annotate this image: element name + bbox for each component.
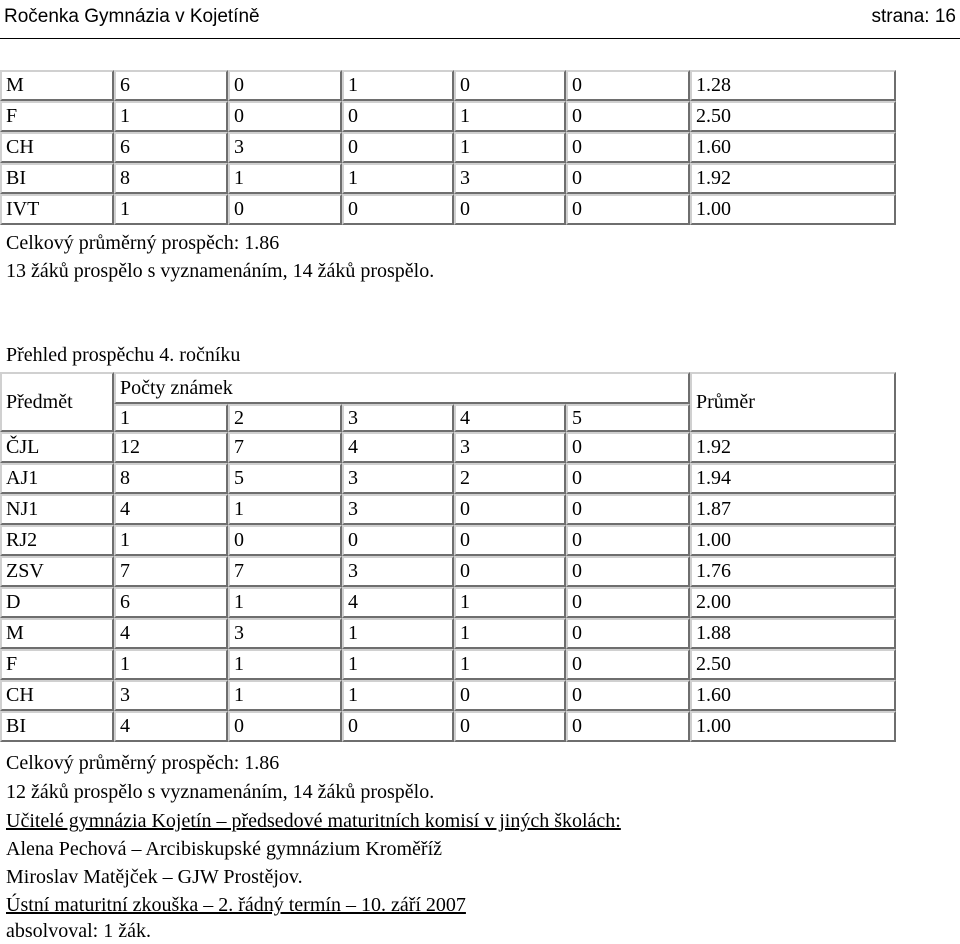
grade-count-cell: 1 <box>114 525 228 556</box>
exam-line: absolvoval: 1 žák. <box>6 920 151 942</box>
grade-count-cell: 0 <box>566 649 690 680</box>
subject-cell: BI <box>0 711 114 742</box>
grade-count-cell: 0 <box>566 463 690 494</box>
subject-cell: NJ1 <box>0 494 114 525</box>
grade-header-cell: 2 <box>228 404 342 432</box>
grade-count-cell: 6 <box>114 70 228 101</box>
grade-count-cell: 0 <box>454 494 566 525</box>
grades-table-4th-year <box>0 372 896 742</box>
grade-count-cell: 6 <box>114 587 228 618</box>
grade-count-cell: 0 <box>454 194 566 225</box>
grade-header-cell: 3 <box>342 404 454 432</box>
grade-count-cell: 0 <box>342 194 454 225</box>
grade-count-cell: 4 <box>114 711 228 742</box>
grade-header-cell: 1 <box>114 404 228 432</box>
subject-cell: CH <box>0 132 114 163</box>
average-cell: 1.76 <box>690 556 896 587</box>
average-cell: 1.28 <box>690 70 896 101</box>
document-title: Ročenka Gymnázia v Kojetíně <box>4 6 260 27</box>
table-row <box>0 163 896 194</box>
grade-count-cell: 1 <box>454 587 566 618</box>
summary1-average: Celkový průměrný prospěch: 1.86 <box>6 232 280 254</box>
subject-cell: AJ1 <box>0 463 114 494</box>
table-row <box>0 680 896 711</box>
average-cell: 2.50 <box>690 649 896 680</box>
grade-count-cell: 3 <box>228 132 342 163</box>
average-cell: 1.00 <box>690 194 896 225</box>
average-cell: 1.00 <box>690 525 896 556</box>
col-average-header: Průměr <box>690 372 896 432</box>
average-cell: 2.00 <box>690 587 896 618</box>
average-cell: 1.92 <box>690 163 896 194</box>
grade-count-cell: 4 <box>114 618 228 649</box>
grade-count-cell: 3 <box>342 556 454 587</box>
average-cell: 1.94 <box>690 463 896 494</box>
grade-count-cell: 8 <box>114 463 228 494</box>
subject-cell: ČJL <box>0 432 114 463</box>
grade-count-cell: 0 <box>228 70 342 101</box>
grade-count-cell: 4 <box>114 494 228 525</box>
col-counts-header: Počty známek <box>114 372 690 404</box>
subject-cell: M <box>0 70 114 101</box>
grade-count-cell: 1 <box>114 194 228 225</box>
average-cell: 1.60 <box>690 680 896 711</box>
grade-count-cell: 0 <box>228 711 342 742</box>
table-row <box>0 494 896 525</box>
grade-count-cell: 0 <box>454 711 566 742</box>
subject-cell: M <box>0 618 114 649</box>
average-cell: 1.92 <box>690 432 896 463</box>
page-number: strana: 16 <box>871 6 956 27</box>
grade-count-cell: 0 <box>342 711 454 742</box>
grade-count-cell: 0 <box>228 525 342 556</box>
grade-count-cell: 0 <box>566 711 690 742</box>
header-rule <box>0 38 960 39</box>
table-row <box>0 711 896 742</box>
grade-count-cell: 0 <box>566 132 690 163</box>
grade-count-cell: 2 <box>454 463 566 494</box>
grade-count-cell: 1 <box>342 70 454 101</box>
grade-count-cell: 0 <box>342 101 454 132</box>
grade-count-cell: 0 <box>454 556 566 587</box>
table-row <box>0 525 896 556</box>
grade-count-cell: 1 <box>228 649 342 680</box>
subject-cell: IVT <box>0 194 114 225</box>
subject-cell: F <box>0 101 114 132</box>
table-row <box>0 132 896 163</box>
grade-count-cell: 7 <box>228 556 342 587</box>
grade-count-cell: 12 <box>114 432 228 463</box>
subject-cell: BI <box>0 163 114 194</box>
grades-table-continued <box>0 70 896 225</box>
grade-count-cell: 1 <box>342 680 454 711</box>
subject-cell: D <box>0 587 114 618</box>
grade-count-cell: 8 <box>114 163 228 194</box>
grade-count-cell: 0 <box>566 101 690 132</box>
grade-count-cell: 1 <box>114 649 228 680</box>
col-subject-header: Předmět <box>0 372 114 432</box>
teacher-line-1: Alena Pechová – Arcibiskupské gymnázium Kroměříž <box>6 838 442 860</box>
grade-count-cell: 3 <box>454 432 566 463</box>
grade-count-cell: 1 <box>342 649 454 680</box>
grade-count-cell: 0 <box>566 525 690 556</box>
grade-count-cell: 4 <box>342 587 454 618</box>
exam-heading: Ústní maturitní zkouška – 2. řádný termín – 10. září 2007 <box>6 894 466 916</box>
table-row <box>0 70 896 101</box>
average-cell: 2.50 <box>690 101 896 132</box>
grade-count-cell: 1 <box>114 101 228 132</box>
grade-count-cell: 5 <box>228 463 342 494</box>
grade-count-cell: 0 <box>228 194 342 225</box>
table-row <box>0 618 896 649</box>
grade-count-cell: 7 <box>114 556 228 587</box>
grade-count-cell: 0 <box>454 70 566 101</box>
grade-header-cell: 5 <box>566 404 690 432</box>
grade-count-cell: 0 <box>566 70 690 101</box>
table-row <box>0 101 896 132</box>
table-row <box>0 587 896 618</box>
grade-count-cell: 3 <box>454 163 566 194</box>
grade-count-cell: 4 <box>342 432 454 463</box>
grade-count-cell: 3 <box>228 618 342 649</box>
teacher-line-2: Miroslav Matějček – GJW Prostějov. <box>6 866 303 888</box>
table-row <box>0 432 896 463</box>
table-row <box>0 194 896 225</box>
grade-count-cell: 6 <box>114 132 228 163</box>
grade-header-cell: 4 <box>454 404 566 432</box>
subject-cell: RJ2 <box>0 525 114 556</box>
grade-count-cell: 0 <box>566 618 690 649</box>
grade-count-cell: 3 <box>342 463 454 494</box>
teachers-heading: Učitelé gymnázia Kojetín – předsedové maturitních komisí v jiných školách: <box>6 810 621 832</box>
summary1-result: 13 žáků prospělo s vyznamenáním, 14 žáků prospělo. <box>6 260 435 282</box>
grade-count-cell: 3 <box>342 494 454 525</box>
section4-heading: Přehled prospěchu 4. ročníku <box>6 344 241 366</box>
grade-count-cell: 1 <box>342 163 454 194</box>
grade-count-cell: 0 <box>566 163 690 194</box>
grade-count-cell: 0 <box>454 525 566 556</box>
grade-count-cell: 0 <box>566 432 690 463</box>
grade-count-cell: 0 <box>342 525 454 556</box>
grade-count-cell: 0 <box>228 101 342 132</box>
table-row <box>0 649 896 680</box>
section4-average: Celkový průměrný prospěch: 1.86 <box>6 752 280 774</box>
section4-result: 12 žáků prospělo s vyznamenáním, 14 žáků prospělo. <box>6 781 435 803</box>
average-cell: 1.00 <box>690 711 896 742</box>
grade-count-cell: 1 <box>454 649 566 680</box>
grade-count-cell: 0 <box>566 494 690 525</box>
average-cell: 1.87 <box>690 494 896 525</box>
grade-count-cell: 1 <box>228 163 342 194</box>
grade-count-cell: 0 <box>566 194 690 225</box>
grade-count-cell: 0 <box>566 587 690 618</box>
grade-count-cell: 1 <box>228 680 342 711</box>
grade-count-cell: 0 <box>454 680 566 711</box>
average-cell: 1.88 <box>690 618 896 649</box>
grade-count-cell: 1 <box>454 618 566 649</box>
subject-cell: F <box>0 649 114 680</box>
grade-count-cell: 1 <box>454 101 566 132</box>
grade-count-cell: 0 <box>566 680 690 711</box>
grade-count-cell: 0 <box>566 556 690 587</box>
table-row <box>0 556 896 587</box>
average-cell: 1.60 <box>690 132 896 163</box>
grade-count-cell: 1 <box>228 494 342 525</box>
table-row <box>0 463 896 494</box>
grade-count-cell: 7 <box>228 432 342 463</box>
page-header <box>0 0 960 40</box>
subject-cell: CH <box>0 680 114 711</box>
grade-count-cell: 1 <box>228 587 342 618</box>
grade-count-cell: 0 <box>342 132 454 163</box>
grade-count-cell: 1 <box>342 618 454 649</box>
grade-count-cell: 1 <box>454 132 566 163</box>
grade-count-cell: 3 <box>114 680 228 711</box>
subject-cell: ZSV <box>0 556 114 587</box>
